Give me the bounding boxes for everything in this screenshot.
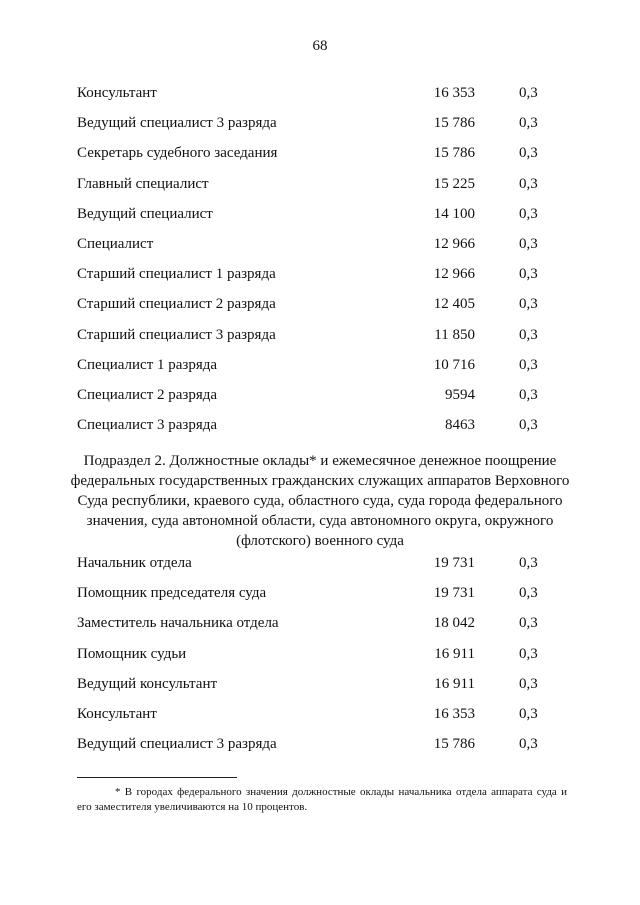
- coefficient-value: 0,3: [519, 115, 538, 132]
- salary-value: 10 716: [433, 356, 475, 373]
- table-row: [77, 729, 567, 759]
- position-title: Консультант: [77, 85, 157, 101]
- page-number: 68: [312, 38, 328, 54]
- salary-value: 15 225: [433, 175, 475, 192]
- position-title: Начальник отдела: [77, 555, 192, 571]
- coefficient-value: 0,3: [519, 145, 538, 162]
- position-title: Главный специалист: [77, 175, 209, 192]
- position-title: Специалист 1 разряда: [77, 356, 218, 373]
- coefficient-value: 0,3: [519, 175, 538, 192]
- salary-value: 12 405: [433, 296, 475, 313]
- table-row: [77, 169, 567, 199]
- salary-table-section-2: [77, 548, 567, 759]
- position-title: Консультант: [77, 705, 157, 722]
- table-row: [77, 608, 567, 638]
- position-title: Ведущий специалист 3 разряда: [77, 115, 277, 132]
- position-title: Старший специалист 2 разряда: [77, 296, 276, 313]
- coefficient-value: 0,3: [519, 585, 538, 602]
- position-title: Специалист 3 разряда: [77, 417, 218, 434]
- position-title: Помощник председателя суда: [77, 585, 267, 602]
- table-row: [77, 108, 567, 138]
- salary-value: 15 786: [433, 736, 475, 753]
- salary-value: 19 731: [433, 555, 475, 571]
- table-row: [77, 78, 567, 108]
- coefficient-value: 0,3: [519, 326, 538, 343]
- position-title: Секретарь судебного заседания: [77, 145, 278, 162]
- table-row: [77, 350, 567, 380]
- table-row: [77, 578, 567, 608]
- salary-value: 16 353: [433, 85, 475, 101]
- coefficient-value: 0,3: [519, 615, 538, 632]
- position-title: Специалист 2 разряда: [77, 386, 218, 403]
- coefficient-value: 0,3: [519, 85, 538, 101]
- coefficient-value: 0,3: [519, 705, 538, 722]
- salary-table-section-1: [77, 78, 567, 440]
- table-row: [77, 548, 567, 578]
- coefficient-value: 0,3: [519, 555, 538, 571]
- salary-value: 16 911: [434, 675, 475, 692]
- salary-value: 16 353: [433, 705, 475, 722]
- coefficient-value: 0,3: [519, 645, 538, 662]
- position-title: Ведущий специалист 3 разряда: [77, 736, 277, 753]
- coefficient-value: 0,3: [519, 296, 538, 313]
- position-title: Старший специалист 3 разряда: [77, 326, 276, 343]
- salary-value: 12 966: [433, 266, 475, 283]
- subsection-heading: Подраздел 2. Должностные оклады* и ежемесячное денежное поощрение федеральных государственных гражданских служащих аппаратов Верховного Суда республики, краевого суда, областного суда, суда города федерального значения, суда автономной области, суда автономного округа, окружного (флотского) военного суда: [70, 453, 570, 549]
- table-row: [77, 380, 567, 410]
- salary-value: 9594: [445, 386, 475, 403]
- position-title: Ведущий консультант: [77, 675, 218, 692]
- coefficient-value: 0,3: [519, 386, 538, 403]
- table-row: [77, 320, 567, 350]
- table-row: [77, 410, 567, 440]
- position-title: Заместитель начальника отдела: [77, 615, 279, 632]
- table-row: [77, 289, 567, 319]
- table-row: [77, 259, 567, 289]
- table-row: [77, 669, 567, 699]
- salary-value: 18 042: [433, 615, 475, 632]
- position-title: Ведущий специалист: [77, 205, 213, 222]
- position-title: Специалист: [77, 235, 154, 252]
- salary-value: 15 786: [433, 115, 475, 132]
- salary-value: 19 731: [433, 585, 475, 602]
- salary-value: 12 966: [433, 235, 475, 252]
- table-row: [77, 699, 567, 729]
- table-row: [77, 138, 567, 168]
- coefficient-value: 0,3: [519, 266, 538, 283]
- coefficient-value: 0,3: [519, 417, 538, 434]
- coefficient-value: 0,3: [519, 675, 538, 692]
- coefficient-value: 0,3: [519, 235, 538, 252]
- coefficient-value: 0,3: [519, 205, 538, 222]
- position-title: Старший специалист 1 разряда: [77, 266, 276, 283]
- coefficient-value: 0,3: [519, 356, 538, 373]
- salary-value: 11 850: [434, 326, 475, 343]
- footnote-divider: [77, 777, 237, 778]
- coefficient-value: 0,3: [519, 736, 538, 753]
- table-row: [77, 229, 567, 259]
- position-title: Помощник судьи: [77, 645, 187, 662]
- salary-value: 8463: [445, 417, 475, 434]
- table-row: [77, 199, 567, 229]
- salary-value: 15 786: [433, 145, 475, 162]
- footnote: * В городах федерального значения должностные оклады начальника отдела аппарата суда и его заместителя увеличиваются на 10 процентов.: [77, 786, 567, 813]
- salary-value: 16 911: [434, 645, 475, 662]
- salary-value: 14 100: [433, 205, 475, 222]
- table-row: [77, 639, 567, 669]
